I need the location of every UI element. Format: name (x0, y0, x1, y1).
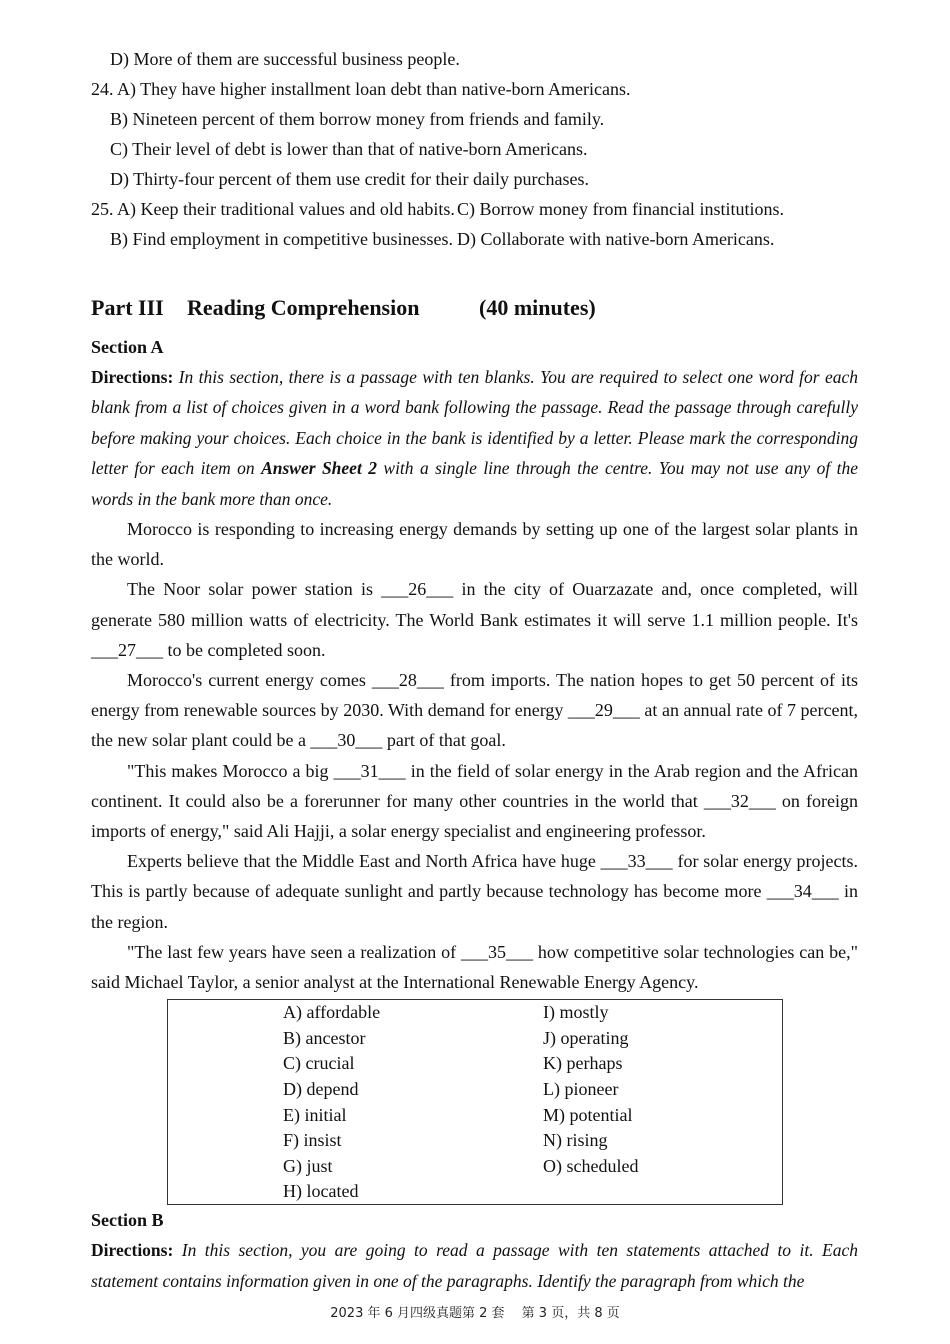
part-label: Part III (91, 295, 164, 320)
directions-text: In this section, you are going to read a passage with ten statements attached to it. Each statement contains information given in one of the paragraphs. Identify the paragraph from which the (91, 1240, 858, 1291)
word-bank-item: E) initial (283, 1104, 347, 1125)
word-bank-left-column (283, 1000, 380, 1205)
word-bank-item: M) potential (543, 1104, 633, 1125)
q25-option-c: C) Borrow money from financial institutions. (457, 199, 784, 219)
q24-option-b: B) Nineteen percent of them borrow money from friends and family. (110, 109, 605, 129)
word-bank-item: N) rising (543, 1130, 608, 1151)
section-b-directions (91, 1235, 858, 1296)
spacer (91, 254, 858, 288)
section-b-heading: Section B (91, 1210, 164, 1231)
part-name: Reading Comprehension (187, 295, 420, 320)
word-bank-item: F) insist (283, 1130, 342, 1151)
word-bank (167, 999, 783, 1205)
directions-label: Directions: (91, 367, 174, 387)
q25-option-a: 25. A) Keep their traditional values and old habits. (91, 199, 455, 219)
word-bank-item: D) depend (283, 1079, 359, 1100)
word-bank-item: K) perhaps (543, 1053, 623, 1074)
part-time: (40 minutes) (479, 295, 596, 320)
word-bank-item: I) mostly (543, 1002, 609, 1023)
answer-sheet-emphasis: Answer Sheet 2 (261, 458, 377, 479)
q25-option-d: D) Collaborate with native-born Americans. (457, 229, 775, 249)
passage-paragraph: Experts believe that the Middle East and North Africa have huge ___33___ for solar energy projects. This is partly because of adequate sunlight and partly because technology has become more ___34___ in the region. (91, 851, 858, 932)
word-bank-item: A) affordable (283, 1002, 381, 1023)
passage-paragraph: Morocco is responding to increasing energy demands by setting up one of the largest solar plants in the world. (91, 519, 858, 570)
section-a-directions (91, 362, 858, 514)
passage-paragraph: "The last few years have seen a realization of ___35___ how competitive solar technologies can be," said Michael Taylor, a senior analyst at the International Renewable Energy Agency. (91, 941, 858, 993)
q24-option-c: C) Their level of debt is lower than that of native-born Americans. (110, 139, 588, 159)
passage-paragraph: Morocco's current energy comes ___28___ from imports. The nation hopes to get 50 percent of its energy from renewable sources by 2030. With demand for energy ___29___ at an annual rate of 7 percent, the new solar plant could be a ___30___ part of that goal. (91, 670, 858, 751)
passage-paragraph: "This makes Morocco a big ___31___ in the field of solar energy in the Arab region and the African continent. It could also be a forerunner for many other countries in the world that ___32___ on foreign imports of energy," said Ali Hajji, a solar energy specialist and engineering professor. (91, 760, 858, 842)
word-bank-item: O) scheduled (543, 1155, 639, 1176)
directions-label: Directions: (91, 1240, 174, 1261)
q24-option-a: 24. A) They have higher installment loan debt than native-born Americans. (91, 79, 631, 99)
q25-option-b: B) Find employment in competitive businesses. (110, 229, 453, 249)
passage-paragraph: The Noor solar power station is ___26___ in the city of Ouarzazate and, once completed, will generate 580 million watts of electricity. The World Bank estimates it will serve 1.1 million people. It's ___27___ to be completed soon. (91, 579, 858, 660)
section-a-heading: Section A (91, 337, 164, 357)
word-bank-item: L) pioneer (543, 1079, 619, 1100)
q24-option-d: D) Thirty-four percent of them use credit for their daily purchases. (110, 169, 589, 189)
q25-row-2 (91, 224, 858, 254)
q25-row-1 (91, 194, 858, 224)
directions-text: In this section, there is a passage with ten blanks. You are required to select one word for each blank from a list of choices given in a word bank following the passage. Read the passage through carefully before making your choices. Each choice in the bank is identified by a letter. Please mark the corresponding letter for each item on (91, 367, 858, 479)
word-bank-item: G) just (283, 1155, 333, 1176)
part-title (91, 288, 858, 328)
page-footer: 2023 年 6 月四级真题第 2 套 第 3 页，共 8 页 (330, 1306, 620, 1321)
word-bank-item: J) operating (543, 1027, 629, 1048)
word-bank-item: H) located (283, 1181, 359, 1202)
word-bank-item: B) ancestor (283, 1027, 366, 1048)
word-bank-item: C) crucial (283, 1053, 355, 1074)
word-bank-right-column (543, 1000, 638, 1179)
exam-page (91, 44, 858, 1296)
directions-text: with a single line through the centre. You may not use any of the words in the bank more than once. (91, 458, 858, 509)
q23-option-d: D) More of them are successful business people. (110, 49, 460, 69)
